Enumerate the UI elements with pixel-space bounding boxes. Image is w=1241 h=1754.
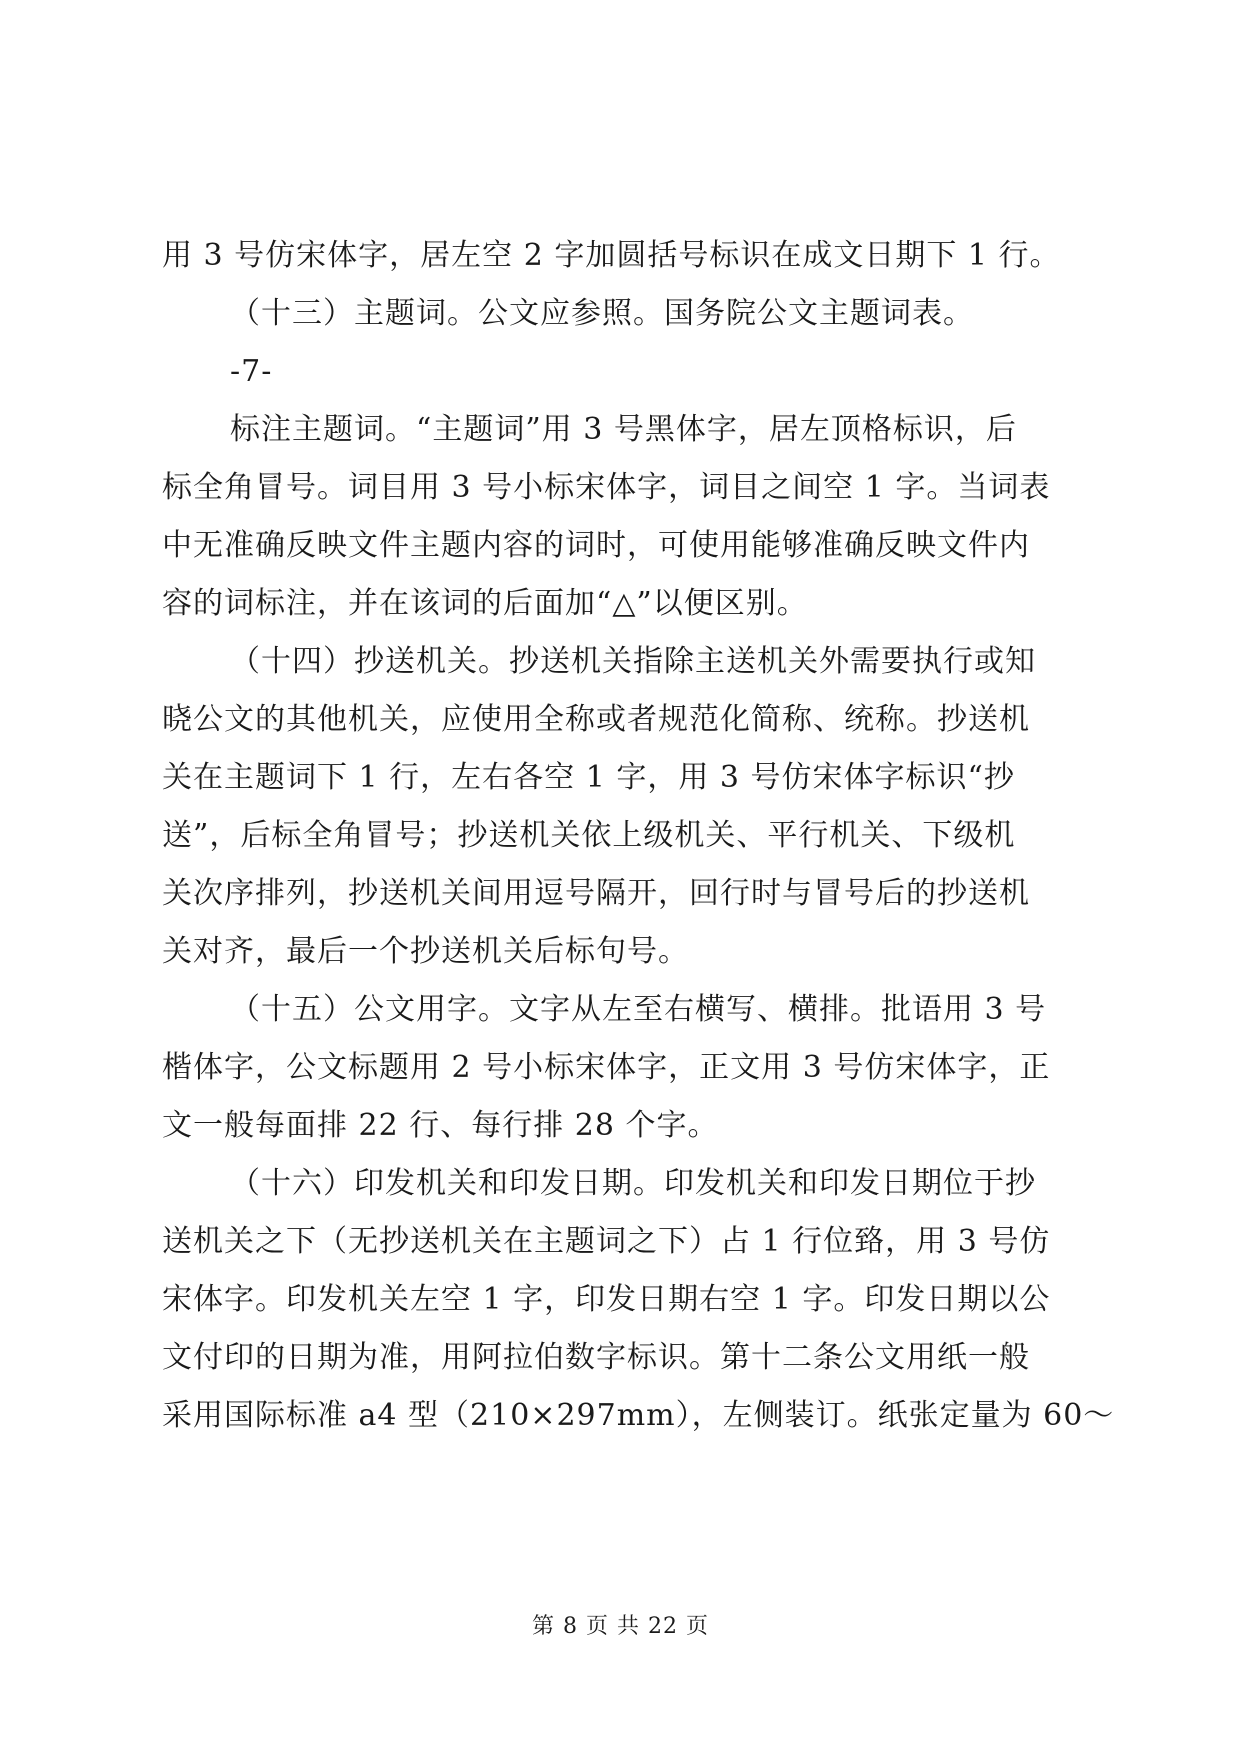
- body-line: 楷体字，公文标题用 2 号小标宋体字，正文用 3 号仿宋体字，正: [162, 1050, 1051, 1085]
- body-line: 标全角冒号。词目用 3 号小标宋体字，词目之间空 1 字。当词表: [162, 470, 1051, 505]
- body-line: 送”，后标全角冒号；抄送机关依上级机关、平行机关、下级机: [162, 818, 1016, 853]
- body-line: 容的词标注，并在该词的后面加“△”以便区别。: [162, 586, 808, 621]
- body-line: 送机关之下（无抄送机关在主题词之下）占 1 行位臵，用 3 号仿: [162, 1224, 1051, 1259]
- document-body: [162, 227, 1115, 1445]
- body-line: 标注主题词。“主题词”用 3 号黑体字，居左顶格标识，后: [230, 412, 1017, 447]
- body-line: （十四）抄送机关。抄送机关指除主送机关外需要执行或知: [230, 644, 1036, 679]
- body-line: 晓公文的其他机关，应使用全称或者规范化简称、统称。抄送机: [162, 702, 1030, 737]
- body-line: 关次序排列，抄送机关间用逗号隔开，回行时与冒号后的抄送机: [162, 876, 1030, 911]
- body-line: 文一般每面排 22 行、每行排 28 个字。: [162, 1108, 719, 1143]
- body-line: 关对齐，最后一个抄送机关后标句号。: [162, 934, 689, 969]
- page-number-label: 第 8 页 共 22 页: [532, 1614, 709, 1639]
- body-line: 关在主题词下 1 行，左右各空 1 字，用 3 号仿宋体字标识“抄: [162, 760, 1015, 795]
- body-line: 采用国际标准 a4 型（210×297mm），左侧装订。纸张定量为 60～: [162, 1398, 1115, 1433]
- body-line: （十三）主题词。公文应参照。国务院公文主题词表。: [230, 296, 974, 331]
- body-line: （十六）印发机关和印发日期。印发机关和印发日期位于抄: [230, 1166, 1036, 1201]
- body-line: 宋体字。印发机关左空 1 字，印发日期右空 1 字。印发日期以公: [162, 1282, 1051, 1317]
- body-line: 用 3 号仿宋体字，居左空 2 字加圆括号标识在成文日期下 1 行。: [162, 238, 1061, 273]
- body-line: 文付印的日期为准，用阿拉伯数字标识。第十二条公文用纸一般: [162, 1340, 1030, 1375]
- body-line: 中无准确反映文件主题内容的词时，可使用能够准确反映文件内: [162, 528, 1030, 563]
- body-line: （十五）公文用字。文字从左至右横写、横排。批语用 3 号: [230, 992, 1047, 1027]
- page-footer: [0, 1612, 1241, 1642]
- inner-page-number: -7-: [230, 354, 273, 389]
